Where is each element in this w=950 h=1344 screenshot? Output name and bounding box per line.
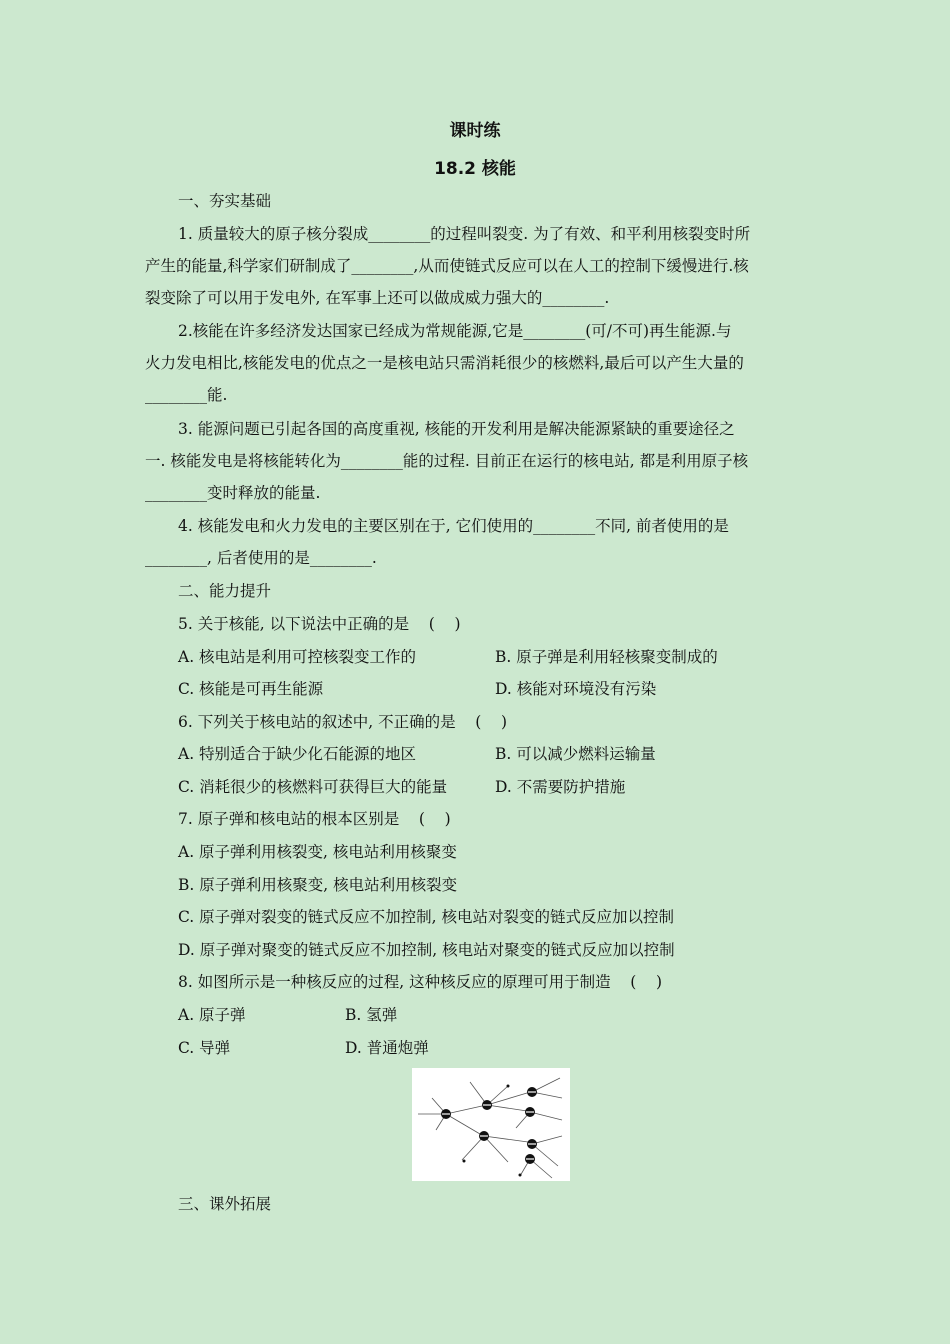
question-5-stem: 5. 关于核能, 以下说法中正确的是 ( ) (178, 615, 461, 633)
question-7-option-b: B. 原子弹利用核聚变, 核电站利用核裂变 (178, 876, 458, 894)
neutron-track (484, 1136, 528, 1142)
question-3-line-2: 一. 核能发电是将核能转化为________能的过程. 目前正在运行的核电站, 都是利用原子核 (145, 452, 749, 470)
neutron (519, 1174, 522, 1177)
question-7-option-c: C. 原子弹对裂变的链式反应不加控制, 核电站对裂变的链式反应加以控制 (178, 908, 675, 926)
neutron (463, 1160, 466, 1163)
question-8-stem: 8. 如图所示是一种核反应的过程, 这种核反应的原理可用于制造 ( ) (178, 973, 663, 991)
question-8-option-d: D. 普通炮弹 (345, 1039, 429, 1057)
neutron-track (446, 1106, 482, 1114)
question-7-stem: 7. 原子弹和核电站的根本区别是 ( ) (178, 810, 451, 828)
neutron-track (446, 1114, 480, 1134)
page-title: 课时练 (449, 121, 501, 141)
question-2-line-1: 2.核能在许多经济发达国家已经成为常规能源,它是________(可/不可)再生能源.与 (178, 322, 732, 340)
question-1-line-1: 1. 质量较大的原子核分裂成________的过程叫裂变. 为了有效、和平利用核裂变时所 (178, 225, 751, 243)
question-4-line-2: ________, 后者使用的是________. (145, 549, 377, 567)
question-5-option-b: B. 原子弹是利用轻核聚变制成的 (495, 648, 718, 666)
chain-reaction-figure (412, 1068, 570, 1181)
fragment-track (484, 1136, 508, 1162)
question-6-option-d: D. 不需要防护措施 (495, 778, 626, 796)
question-7-option-d: D. 原子弹对聚变的链式反应不加控制, 核电站对聚变的链式反应加以控制 (178, 941, 675, 959)
neutron-track (487, 1093, 527, 1105)
section-heading: 一、夯实基础 (178, 192, 272, 210)
question-6-stem: 6. 下列关于核电站的叙述中, 不正确的是 ( ) (178, 713, 508, 731)
question-7-option-a: A. 原子弹利用核裂变, 核电站利用核聚变 (178, 843, 457, 861)
question-5-option-d: D. 核能对环境没有污染 (495, 680, 657, 698)
chain-reaction-diagram (412, 1068, 570, 1181)
question-3-line-1: 3. 能源问题已引起各国的高度重视, 核能的开发利用是解决能源紧缺的重要途径之 (178, 420, 735, 438)
question-6-option-c: C. 消耗很少的核燃料可获得巨大的能量 (178, 778, 448, 796)
question-6-option-b: B. 可以减少燃料运输量 (495, 745, 656, 763)
question-8-option-b: B. 氢弹 (345, 1006, 398, 1024)
question-4-line-1: 4. 核能发电和火力发电的主要区别在于, 它们使用的________不同, 前者使用的是 (178, 517, 729, 535)
lesson-title: 18.2 核能 (434, 159, 516, 179)
neutron-track (487, 1105, 527, 1111)
question-8-option-c: C. 导弹 (178, 1039, 231, 1057)
question-3-line-3: ________变时释放的能量. (145, 484, 321, 502)
question-5-option-c: C. 核能是可再生能源 (178, 680, 324, 698)
question-8-option-a: A. 原子弹 (178, 1006, 246, 1024)
question-1-line-2: 产生的能量,科学家们研制成了________,从而使链式反应可以在人工的控制下缓慢进行.核 (145, 257, 749, 275)
question-2-line-2: 火力发电相比,核能发电的优点之一是核电站只需消耗很少的核燃料,最后可以产生大量的 (145, 354, 744, 372)
section-heading: 三、课外拓展 (178, 1195, 272, 1213)
neutron (507, 1085, 510, 1088)
question-6-option-a: A. 特别适合于缺少化石能源的地区 (178, 745, 417, 763)
fragment-track (532, 1144, 558, 1166)
question-5-option-a: A. 核电站是利用可控核裂变工作的 (178, 648, 417, 666)
question-2-line-3: ________能. (145, 386, 228, 404)
question-1-line-3: 裂变除了可以用于发电外, 在军事上还可以做成威力强大的________. (145, 289, 610, 307)
section-heading: 二、能力提升 (178, 582, 272, 600)
